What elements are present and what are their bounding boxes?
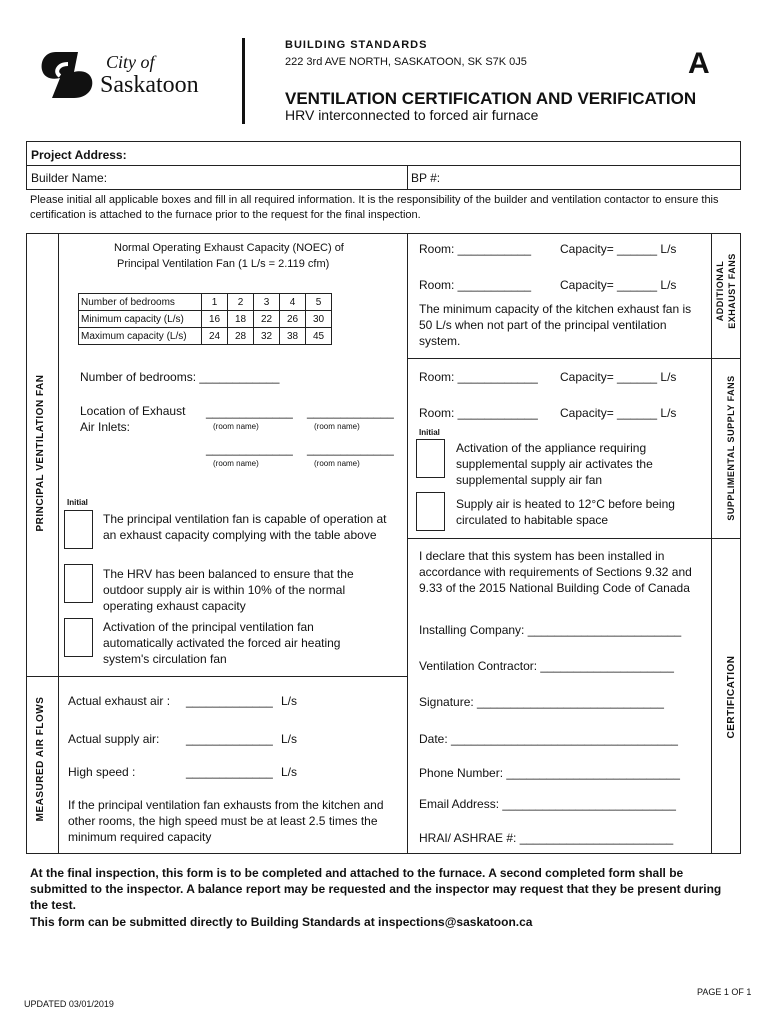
- ventilation-contractor-field[interactable]: Ventilation Contractor: ____________________: [419, 659, 674, 673]
- high-speed-label: High speed :: [68, 765, 136, 779]
- supply-heated-text: Supply air is heated to 12°C before being circulated to habitable space: [456, 497, 675, 527]
- bp-number-label: BP #:: [411, 171, 441, 185]
- additional-room-1-field[interactable]: Room: ___________: [419, 242, 532, 256]
- table-cell: 32: [254, 328, 280, 345]
- table-row: [79, 328, 332, 345]
- page-number: PAGE 1 OF 1: [697, 987, 752, 997]
- logo-top-text: City of: [106, 52, 155, 72]
- inlet-room-4-field[interactable]: _____________: [307, 442, 394, 456]
- left-label-column-line: [58, 233, 59, 854]
- certification-section-label: CERTIFICATION: [726, 655, 737, 739]
- table-cell: 1: [202, 294, 228, 311]
- initial-box-capacity[interactable]: [64, 510, 93, 549]
- table-cell: 28: [228, 328, 254, 345]
- final-inspection-note: At the final inspection, this form is to be completed and attached to the furnace. A second completed form shall be submitted to the inspector. A balance report may be requested and the inspector may request that they be present during the test.: [30, 866, 722, 912]
- exhaust-air-field[interactable]: _____________: [186, 694, 273, 708]
- initial-box-supply-heated[interactable]: [416, 492, 445, 531]
- additional-exhaust-fans-label-2: EXHAUST FANS: [727, 253, 737, 329]
- submit-note: This form can be submitted directly to Building Standards at inspections@saskatoon.ca: [30, 915, 533, 929]
- project-divider: [26, 165, 741, 166]
- location-label-line2: Air Inlets:: [80, 420, 131, 434]
- exhaust-air-unit: L/s: [281, 694, 298, 708]
- table-cell: 16: [202, 311, 228, 328]
- additional-capacity-2-field[interactable]: Capacity= ______ L/s: [560, 278, 677, 292]
- header-divider: [242, 38, 245, 124]
- initial-box-hrv-balanced[interactable]: [64, 564, 93, 603]
- additional-exhaust-fans-label-1: ADDITIONAL: [715, 260, 725, 322]
- check-capacity-text: The principal ventilation fan is capable of operation at an exhaust capacity complying with the table above: [103, 512, 387, 542]
- table-row: [79, 294, 332, 311]
- city-logo: [38, 50, 233, 102]
- table-cell: 3: [254, 294, 280, 311]
- supplemental-capacity-1-field[interactable]: Capacity= ______ L/s: [560, 370, 677, 384]
- supply-air-label: Actual supply air:: [68, 732, 160, 746]
- department-name: BUILDING STANDARDS: [285, 39, 428, 51]
- inlet-room-3-field[interactable]: _____________: [206, 442, 293, 456]
- room-name-caption: (room name): [213, 422, 259, 431]
- page-subtitle: HRV interconnected to forced air furnace: [285, 107, 539, 123]
- email-address-field[interactable]: Email Address: __________________________: [419, 797, 676, 811]
- left-section-divider: [26, 676, 407, 677]
- room-name-caption: (room name): [314, 422, 360, 431]
- right-divider-2: [407, 538, 741, 539]
- right-divider-1: [407, 358, 741, 359]
- supply-air-field[interactable]: _____________: [186, 732, 273, 746]
- form-letter: A: [688, 47, 710, 80]
- instructions-text: Please initial all applicable boxes and fill in all required information. It is the responsibility of the builder and ventilation contactor to ensure this certification is attached to the furnace prior to the request for the final inspection.: [30, 194, 719, 221]
- project-address-label: Project Address:: [31, 148, 127, 162]
- installing-company-field[interactable]: Installing Company: _______________________: [419, 623, 682, 637]
- table-cell: 2: [228, 294, 254, 311]
- inlet-room-2-field[interactable]: _____________: [307, 405, 394, 419]
- table-cell: 5: [306, 294, 332, 311]
- right-label-column-line: [711, 233, 712, 854]
- supplemental-capacity-2-field[interactable]: Capacity= ______ L/s: [560, 406, 677, 420]
- bp-divider: [407, 165, 408, 190]
- supplemental-supply-fans-label: SUPPLIMENTAL SUPPLY FANS: [726, 375, 736, 521]
- initial-box-supplemental-activation[interactable]: [416, 439, 445, 478]
- supplemental-activation-text: Activation of the appliance requiring supplemental supply air activates the supplemental supply air fan: [456, 441, 653, 487]
- center-column-line: [407, 233, 408, 854]
- initial-box-circulation[interactable]: [64, 618, 93, 657]
- table-cell: 38: [280, 328, 306, 345]
- location-label-line1: Location of Exhaust: [80, 404, 186, 418]
- additional-room-2-field[interactable]: Room: ___________: [419, 278, 532, 292]
- builder-name-label: Builder Name:: [31, 171, 108, 185]
- high-speed-note: If the principal ventilation fan exhausts from the kitchen and other rooms, the high speed must be at least 2.5 times the minimum required capacity: [68, 798, 384, 844]
- supply-air-unit: L/s: [281, 732, 298, 746]
- measured-air-flows-section-label: MEASURED AIR FLOWS: [35, 696, 46, 822]
- table-cell: 4: [280, 294, 306, 311]
- high-speed-unit: L/s: [281, 765, 298, 779]
- noec-title-line1: Normal Operating Exhaust Capacity (NOEC) of: [114, 242, 344, 254]
- declaration-text: I declare that this system has been installed in accordance with requirements of Sections 9.32 and 9.33 of the 2015 National Building Code of Canada: [419, 549, 692, 595]
- bedroom-capacity-table: [78, 293, 332, 345]
- noec-title-line2: Principal Ventilation Fan (1 L/s = 2.119 cfm): [117, 258, 330, 270]
- table-cell: Number of bedrooms: [79, 294, 202, 311]
- kitchen-exhaust-note: The minimum capacity of the kitchen exhaust fan is 50 L/s when not part of the principal ventilation system.: [419, 302, 692, 348]
- updated-date: UPDATED 03/01/2019: [24, 999, 114, 1009]
- table-cell: 18: [228, 311, 254, 328]
- room-name-caption: (room name): [213, 459, 259, 468]
- city-logo-mark: [38, 50, 98, 100]
- num-bedrooms-field[interactable]: Number of bedrooms: ____________: [80, 370, 280, 384]
- date-field[interactable]: Date: __________________________________: [419, 732, 678, 746]
- table-cell: 30: [306, 311, 332, 328]
- department-address: 222 3rd AVE NORTH, SASKATOON, SK S7K 0J5: [285, 56, 527, 68]
- table-cell: 26: [280, 311, 306, 328]
- signature-field[interactable]: Signature: ____________________________: [419, 695, 664, 709]
- table-cell: 24: [202, 328, 228, 345]
- phone-number-field[interactable]: Phone Number: __________________________: [419, 766, 680, 780]
- table-cell: 22: [254, 311, 280, 328]
- logo-bottom-text: Saskatoon: [100, 72, 199, 98]
- table-cell: Maximum capacity (L/s): [79, 328, 202, 345]
- high-speed-field[interactable]: _____________: [186, 765, 273, 779]
- check-hrv-balanced-text: The HRV has been balanced to ensure that the outdoor supply air is within 10% of the normal operating exhaust capacity: [103, 567, 354, 613]
- supplemental-room-2-field[interactable]: Room: ____________: [419, 406, 538, 420]
- principal-fan-section-label: PRINCIPAL VENTILATION FAN: [35, 374, 46, 532]
- inlet-room-1-field[interactable]: _____________: [206, 405, 293, 419]
- initial-label: Initial: [419, 428, 440, 437]
- page-title: VENTILATION CERTIFICATION AND VERIFICATION: [285, 89, 697, 108]
- supplemental-room-1-field[interactable]: Room: ____________: [419, 370, 538, 384]
- table-cell: Minimum capacity (L/s): [79, 311, 202, 328]
- additional-capacity-1-field[interactable]: Capacity= ______ L/s: [560, 242, 677, 256]
- table-row: [79, 311, 332, 328]
- table-cell: 45: [306, 328, 332, 345]
- hrai-ashrae-field[interactable]: HRAI/ ASHRAE #: _______________________: [419, 831, 674, 845]
- room-name-caption: (room name): [314, 459, 360, 468]
- initial-label: Initial: [67, 498, 88, 507]
- exhaust-air-label: Actual exhaust air :: [68, 694, 171, 708]
- check-circulation-text: Activation of the principal ventilation fan automatically activated the forced air heating system's circulation fan: [103, 620, 341, 666]
